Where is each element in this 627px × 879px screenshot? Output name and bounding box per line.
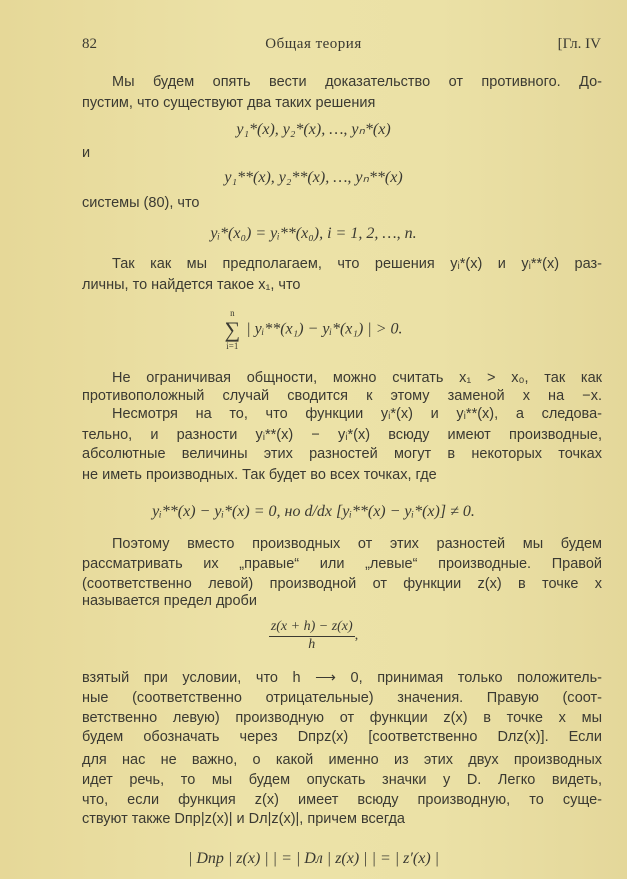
text-line: абсолютные величины этих разностей могут в некоторых точках bbox=[82, 446, 602, 462]
page-number: 82 bbox=[82, 36, 97, 52]
running-title: Общая теория bbox=[265, 36, 362, 52]
text-line: Не ограничивая общности, можно считать x₁ > x₀, так как bbox=[112, 370, 602, 386]
sum-body: | yᵢ**(x₁) − yᵢ*(x₁) | > 0. bbox=[246, 320, 403, 338]
text-line: системы (80), что bbox=[82, 195, 200, 211]
text-line: рассматривать их „правые“ или „левые“ производные. Правой bbox=[82, 556, 602, 572]
formula-text: yᵢ**(x) − yᵢ*(x) = 0, но d/dx [yᵢ**(x) − yᵢ*(x)] ≠ 0. bbox=[152, 503, 475, 520]
sum-formula bbox=[0, 308, 627, 352]
fraction-formula bbox=[0, 619, 627, 653]
text-line: идет речь, то мы будем опускать значки у D. Легко видеть, bbox=[82, 772, 602, 788]
fraction-denominator: h bbox=[308, 637, 316, 652]
formula bbox=[0, 120, 627, 140]
fraction-numerator: z(x + h) − z(x) bbox=[269, 619, 355, 637]
formula-text: yᵢ*(x₀) = yᵢ**(x₀), i = 1, 2, …, n. bbox=[210, 225, 417, 242]
text-line: ные (соответственно отрицательные) значения. Правую (соот- bbox=[82, 690, 602, 706]
formula bbox=[0, 502, 627, 522]
text-line: не иметь производных. Так будет во всех точках, где bbox=[82, 467, 437, 483]
sum-upper: n bbox=[230, 308, 235, 318]
text-line: ветственно левую) производную от функции z(x) в точке x мы bbox=[82, 710, 602, 726]
text-line: называется предел дроби bbox=[82, 593, 257, 609]
formula bbox=[0, 168, 627, 188]
text-line: Несмотря на то, что функции yᵢ*(x) и yᵢ**(x), а следова- bbox=[112, 406, 602, 422]
text-line: взятый при условии, что h ⟶ 0, принимая только положитель- bbox=[82, 670, 602, 686]
sigma bbox=[225, 308, 241, 352]
text-line: и bbox=[82, 145, 91, 161]
text-line: личны, то найдется такое x₁, что bbox=[82, 277, 301, 293]
text-line: Так как мы предполагаем, что решения yᵢ*(x) и yᵢ**(x) раз- bbox=[112, 256, 602, 272]
text-line: противоположный случай сводится к этому заменой x на −x. bbox=[82, 388, 602, 404]
formula-text: y₁**(x), y₂**(x), …, yₙ**(x) bbox=[224, 169, 403, 186]
formula-text: y₁*(x), y₂*(x), …, yₙ*(x) bbox=[236, 121, 391, 138]
fraction bbox=[269, 619, 355, 653]
text-line: тельно, и разности yᵢ**(x) − yᵢ*(x) всюду имеют производные, bbox=[82, 427, 602, 443]
text-line: пустим, что существуют два таких решения bbox=[82, 95, 376, 111]
formula bbox=[0, 224, 627, 244]
text-line: будем обозначать через Dпрz(x) [соответственно Dлz(x)]. Если bbox=[82, 729, 602, 745]
sum-lower: i=1 bbox=[226, 341, 239, 351]
text-line: для нас не важно, о какой именно из этих двух производных bbox=[82, 752, 602, 768]
fraction-comma: , bbox=[354, 628, 359, 644]
chapter-label: [Гл. IV bbox=[557, 36, 601, 52]
text-line: Поэтому вместо производных от этих разностей мы будем bbox=[112, 536, 602, 552]
text-line: ствуют также Dпр|z(x)| и Dл|z(x)|, причем всегда bbox=[82, 811, 405, 827]
text-line: Мы будем опять вести доказательство от противного. До- bbox=[112, 74, 602, 90]
text-line: что, если функция z(x) имеет всюду производную, то суще- bbox=[82, 792, 602, 808]
sigma-icon: ∑ bbox=[224, 317, 241, 342]
text-line: (соответственно левой) производной от функции z(x) в точке x bbox=[82, 576, 602, 592]
formula-text: | Dпр | z(x) | | = | Dл | z(x) | | = | z′(x) | bbox=[187, 850, 440, 867]
formula bbox=[0, 849, 627, 869]
